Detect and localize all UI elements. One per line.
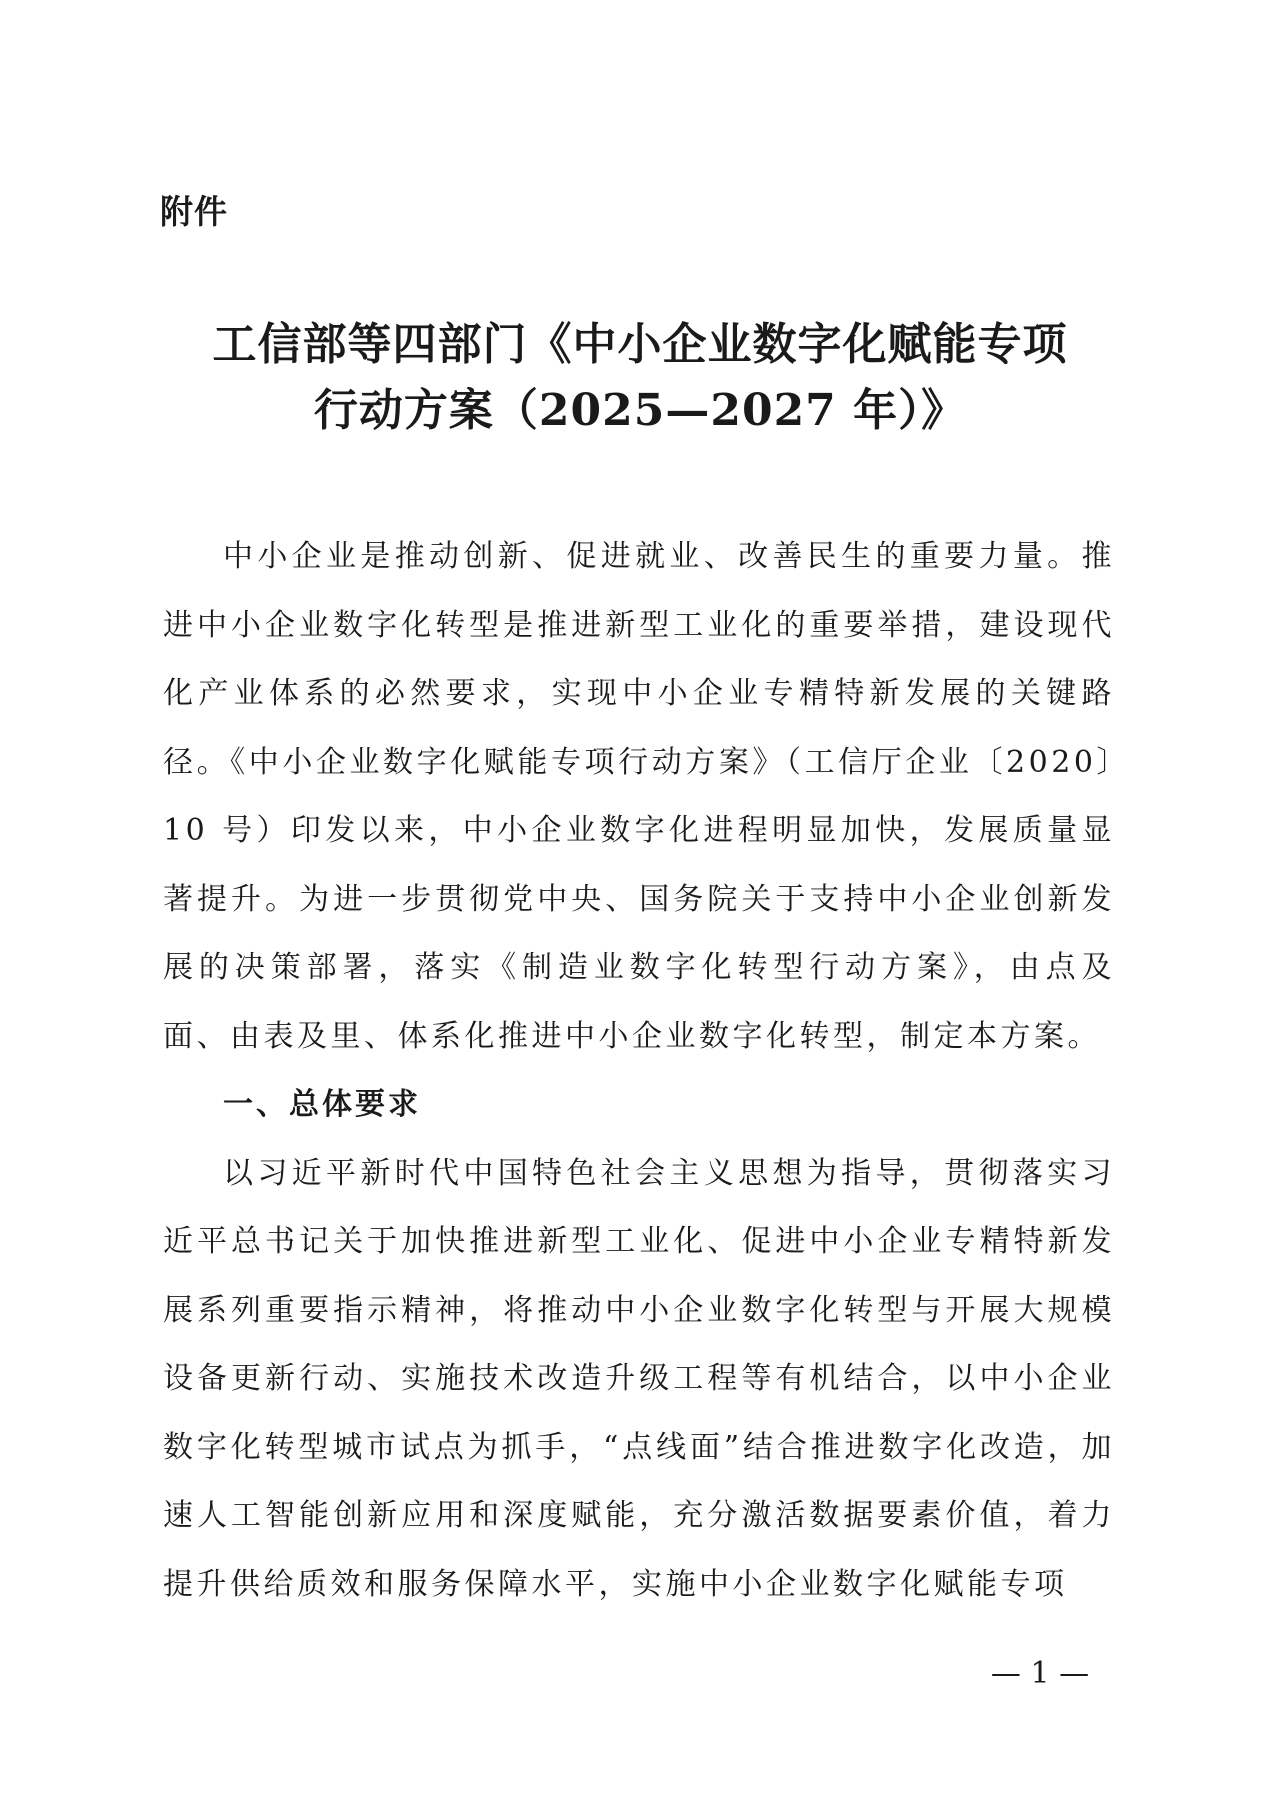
intro-paragraph: 中小企业是推动创新、促进就业、改善民生的重要力量。推进中小企业数字化转型是推进新型工业化的重要举措，建设现代化产业体系的必然要求，实现中小企业专精特新发展的关键路径。《中小企业数字化赋能专项行动方案》（工信厅企业〔2020〕10 号）印发以来，中小企业数字化进程明显加快，发展质量显著提升。为进一步贯彻党中央、国务院关于支持中小企业创新发展的决策部署，落实《制造业数字化转型行动方案》，由点及面、由表及里、体系化推进中小企业数字化转型，制定本方案。 [163,539,1115,1054]
title-line-2: 行动方案（2025—2027 年）》 [313,385,967,436]
attachment-label: 附件 [160,192,228,231]
document-body [163,523,1115,1619]
page-number: — 1 — [990,1656,1090,1691]
title-line-1: 工信部等四部门《中小企业数字化赋能专项 [212,319,1068,370]
document-title [150,312,1130,444]
general-requirements-paragraph: 以习近平新时代中国特色社会主义思想为指导，贯彻落实习近平总书记关于加快推进新型工业化、促进中小企业专精特新发展系列重要指示精神，将推动中小企业数字化转型与开展大规模设备更新行动、实施技术改造升级工程等有机结合，以中小企业数字化转型城市试点为抓手，“点线面”结合推进数字化改造，加速人工智能创新应用和深度赋能，充分激活数据要素价值，着力提升供给质效和服务保障水平，实施中小企业数字化赋能专项 [163,1155,1115,1602]
section-heading-general-requirements: 一、总体要求 [223,1087,421,1122]
